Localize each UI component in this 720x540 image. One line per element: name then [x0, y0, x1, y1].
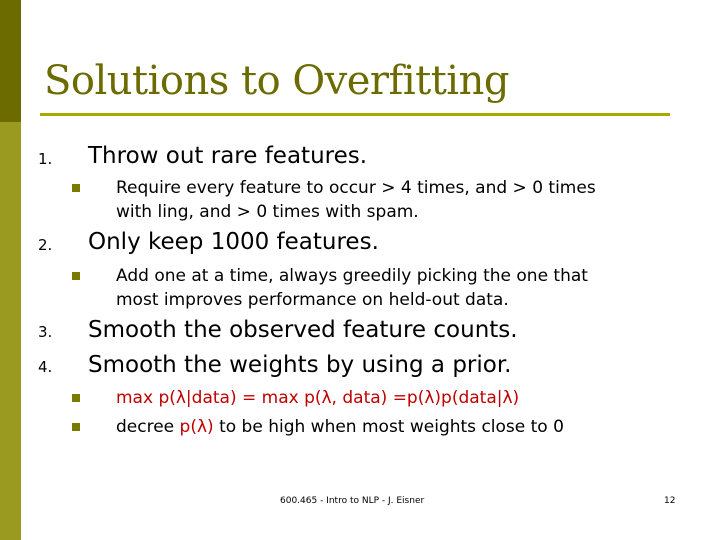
- page-number: 12: [664, 496, 676, 506]
- subitem-2: [116, 264, 588, 312]
- subitem-4-highlight: p(λ): [179, 417, 214, 437]
- bullet-square-icon: [72, 394, 80, 402]
- subitem-2-line-1: Add one at a time, always greedily picking the one that: [116, 266, 588, 286]
- subitem-3: max p(λ|data) = max p(λ, data) =p(λ)p(data|λ): [116, 388, 520, 408]
- item-number-3: 3.: [38, 323, 53, 341]
- bullet-square-icon: [72, 184, 80, 192]
- item-text-4: Smooth the weights by using a prior.: [88, 352, 512, 378]
- item-number-2: 2.: [38, 236, 53, 254]
- bullet-square-icon: [72, 272, 80, 280]
- item-text-2: Only keep 1000 features.: [88, 229, 379, 255]
- subitem-2-line-2: most improves performance on held-out data.: [116, 290, 509, 310]
- subitem-1: [116, 176, 596, 224]
- title-underline: [40, 113, 670, 116]
- subitem-4: [116, 415, 564, 439]
- subitem-4-prefix: decree: [116, 417, 180, 437]
- slide-footer: 600.465 - Intro to NLP - J. Eisner: [280, 496, 425, 506]
- item-text-1: Throw out rare features.: [88, 143, 368, 169]
- bullet-square-icon: [72, 423, 80, 431]
- slide-title: Solutions to Overfitting: [44, 58, 509, 104]
- sidebar-dark-band: [0, 0, 21, 122]
- item-number-4: 4.: [38, 358, 53, 376]
- sidebar-light-band: [0, 122, 21, 540]
- subitem-1-line-2: with ling, and > 0 times with spam.: [116, 202, 419, 222]
- subitem-4-suffix: to be high when most weights close to 0: [213, 417, 564, 437]
- item-text-3: Smooth the observed feature counts.: [88, 317, 518, 343]
- item-number-1: 1.: [38, 150, 53, 168]
- subitem-1-line-1: Require every feature to occur > 4 times, and > 0 times: [116, 178, 596, 198]
